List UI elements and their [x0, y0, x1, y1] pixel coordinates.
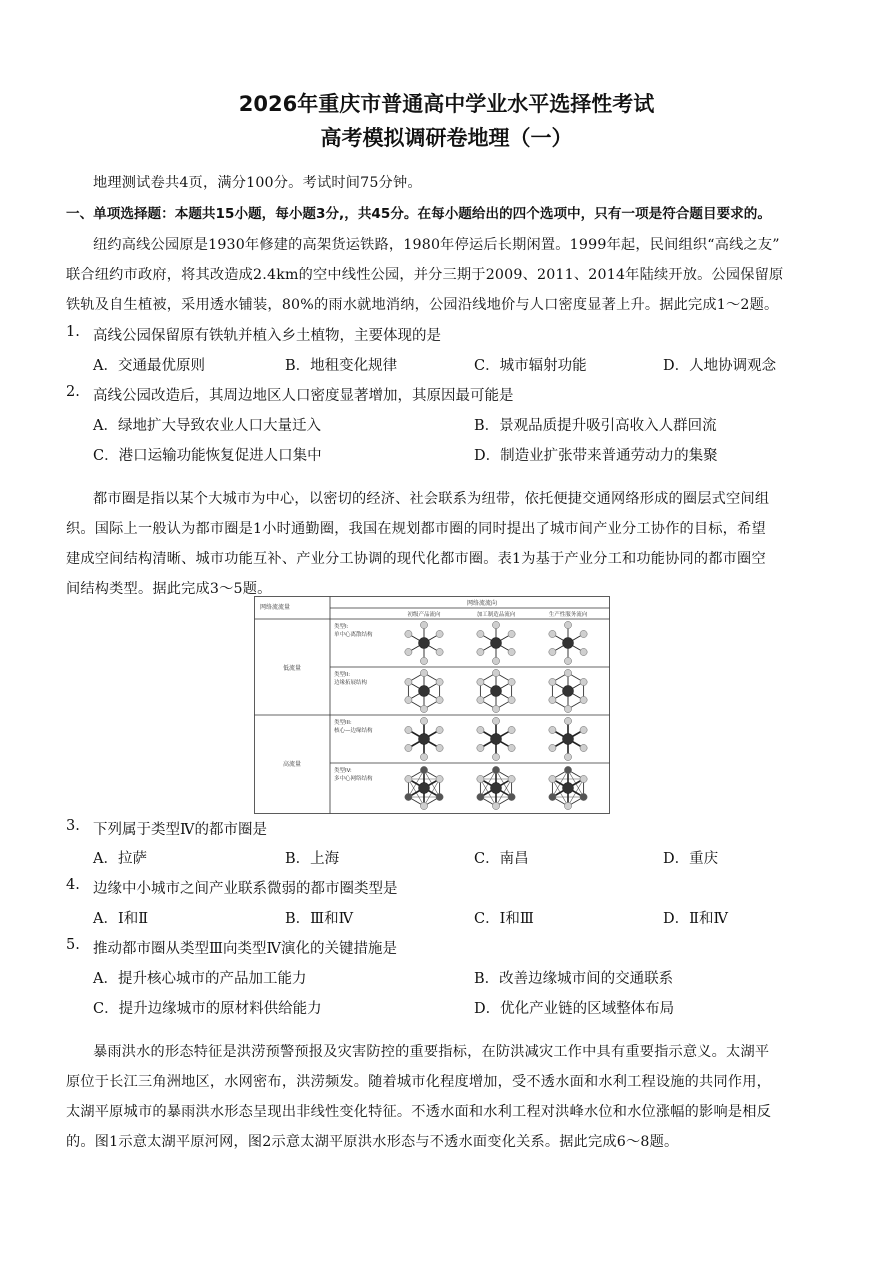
option-d: D．重庆 [663, 851, 719, 867]
core-city-node [491, 638, 502, 649]
edge-city-node [405, 744, 412, 751]
question-stem: 下列属于类型Ⅳ的都市圈是 [93, 822, 267, 838]
passage3-line: 太湖平原城市的暴雨洪水形态呈现出非线性变化特征。不透水面和水利工程对洪峰水位和水位涨幅的影响是相反 [66, 1104, 771, 1120]
edge-city-node [492, 669, 499, 676]
edge-city-node [492, 753, 499, 760]
edge-city-node [436, 744, 443, 751]
edge-city-node [420, 657, 427, 664]
group-header: 网络流流向 [466, 600, 498, 607]
edge-city-node [405, 678, 412, 685]
exam-title-line2: 高考模拟调研卷地理（一） [320, 126, 573, 150]
corner-label: 网络流流量 [260, 604, 291, 611]
option-d: D．人地协调观念 [663, 358, 777, 374]
option-c: C．提升边缘城市的原材料供给能力 [93, 1001, 322, 1017]
edge-city-node [477, 744, 484, 751]
exam-title-line1: 2026年重庆市普通高中学业水平选择性考试 [238, 92, 655, 116]
edge-city-node [508, 630, 515, 637]
type-name: 单中心离散结构 [334, 632, 373, 638]
edge-city-node [405, 726, 412, 733]
edge-city-node [564, 657, 571, 664]
row-group-label: 低流量 [282, 665, 302, 672]
edge-city-node [492, 717, 499, 724]
question-stem: 高线公园改造后，其周边地区人口密度显著增加，其原因最可能是 [93, 388, 514, 404]
question-number: 1. [66, 324, 80, 340]
core-city-node [563, 638, 574, 649]
question-number: 2. [66, 384, 80, 400]
edge-city-node [405, 793, 412, 800]
edge-city-node [508, 744, 515, 751]
type-name: 边缘拓展结构 [334, 680, 368, 686]
option-c: C．Ⅰ和Ⅲ [474, 911, 534, 927]
edge-city-node [508, 775, 515, 782]
option-b: B．Ⅲ和Ⅳ [285, 911, 354, 927]
option-a: A．提升核心城市的产品加工能力 [93, 971, 307, 987]
type-label: 类型I: [334, 624, 349, 630]
column-header: 加工制造品流向 [476, 612, 516, 618]
edge-city-node [508, 678, 515, 685]
edge-city-node [580, 630, 587, 637]
type-label: 类型II: [334, 672, 351, 678]
edge-city-node [492, 657, 499, 664]
edge-city-node [549, 726, 556, 733]
core-city-node [419, 734, 430, 745]
passage2-line: 间结构类型。据此完成3～5题。 [66, 581, 272, 597]
edge-city-node [549, 696, 556, 703]
edge-city-node [420, 753, 427, 760]
passage1-line: 铁轨及自生植被，采用透水铺装，80%的雨水就地消纳，公园沿线地价与人口密度显著上升。据此完成1～2题。 [66, 297, 779, 313]
edge-city-node [477, 630, 484, 637]
edge-city-node [420, 705, 427, 712]
question-number: 4. [66, 877, 80, 893]
option-a: A．交通最优原则 [93, 358, 205, 374]
core-city-node [563, 734, 574, 745]
edge-city-node [492, 802, 499, 809]
section1-heading: 一、单项选择题：本题共15小题，每小题3分,，共45分。在每小题给出的四个选项中，只有一项是符合题目要求的。 [66, 206, 771, 222]
core-city-node [491, 686, 502, 697]
edge-city-node [564, 621, 571, 628]
edge-city-node [580, 648, 587, 655]
edge-city-node [477, 678, 484, 685]
edge-city-node [549, 775, 556, 782]
edge-city-node [477, 775, 484, 782]
metro-structure-table [254, 596, 610, 814]
option-b: B．改善边缘城市间的交通联系 [474, 971, 674, 987]
edge-city-node [508, 696, 515, 703]
option-a: A．绿地扩大导致农业人口大量迁入 [93, 418, 321, 434]
option-a: A．拉萨 [93, 851, 147, 867]
edge-city-node [420, 717, 427, 724]
edge-city-node [477, 726, 484, 733]
edge-city-node [477, 648, 484, 655]
edge-city-node [564, 717, 571, 724]
edge-city-node [405, 775, 412, 782]
type-label: 类型IV: [334, 768, 352, 774]
question-stem: 推动都市圈从类型Ⅲ向类型Ⅳ演化的关键措施是 [93, 941, 397, 957]
exam-intro: 地理测试卷共4页，满分100分。考试时间75分钟。 [93, 175, 422, 191]
edge-city-node [477, 793, 484, 800]
edge-city-node [420, 802, 427, 809]
edge-city-node [580, 726, 587, 733]
option-d: D．制造业扩张带来普通劳动力的集聚 [474, 448, 718, 464]
edge-city-node [436, 726, 443, 733]
option-b: B．景观品质提升吸引高收入人群回流 [474, 418, 717, 434]
option-a: A．Ⅰ和Ⅱ [93, 911, 149, 927]
passage2-line: 建成空间结构清晰、城市功能互补、产业分工协调的现代化都市圈。表1为基于产业分工和功能协同的都市圈空 [66, 551, 766, 567]
passage1-line: 纽约高线公园原是1930年修建的高架货运铁路，1980年停运后长期闲置。1999年起，民间组织“高线之友” [93, 237, 780, 253]
type-name: 核心—边缘结构 [334, 728, 373, 734]
edge-city-node [564, 766, 571, 773]
edge-city-node [549, 648, 556, 655]
edge-city-node [508, 793, 515, 800]
edge-city-node [405, 696, 412, 703]
edge-city-node [549, 793, 556, 800]
passage3-line: 原位于长江三角洲地区，水网密布，洪涝频发。随着城市化程度增加，受不透水面和水利工程设施的共同作用， [66, 1074, 771, 1090]
edge-city-node [436, 775, 443, 782]
passage2-line: 织。国际上一般认为都市圈是1小时通勤圈，我国在规划都市圈的同时提出了城市间产业分工协作的目标，希望 [66, 521, 766, 537]
core-city-node [491, 734, 502, 745]
option-c: C．港口运输功能恢复促进人口集中 [93, 448, 322, 464]
type-name: 多中心网络结构 [334, 776, 373, 782]
edge-city-node [508, 648, 515, 655]
edge-city-node [436, 678, 443, 685]
edge-city-node [477, 696, 484, 703]
edge-city-node [549, 678, 556, 685]
edge-city-node [436, 648, 443, 655]
question-number: 3. [66, 818, 80, 834]
type-label: 类型III: [334, 720, 352, 726]
edge-city-node [549, 630, 556, 637]
passage3-line: 暴雨洪水的形态特征是洪涝预警预报及灾害防控的重要指标，在防洪减灾工作中具有重要指示意义。太湖平 [93, 1044, 770, 1060]
edge-city-node [580, 744, 587, 751]
edge-city-node [492, 705, 499, 712]
passage3-line: 的。图1示意太湖平原河网，图2示意太湖平原洪水形态与不透水面变化关系。据此完成6～8题。 [66, 1134, 679, 1150]
core-city-node [563, 686, 574, 697]
question-stem: 高线公园保留原有铁轨并植入乡土植物，主要体现的是 [93, 328, 441, 344]
edge-city-node [492, 766, 499, 773]
core-city-node [491, 783, 502, 794]
core-city-node [419, 783, 430, 794]
edge-city-node [580, 696, 587, 703]
edge-city-node [580, 793, 587, 800]
option-b: B．地租变化规律 [285, 358, 398, 374]
edge-city-node [405, 630, 412, 637]
edge-city-node [564, 753, 571, 760]
question-stem: 边缘中小城市之间产业联系微弱的都市圈类型是 [93, 881, 398, 897]
edge-city-node [580, 775, 587, 782]
edge-city-node [564, 802, 571, 809]
edge-city-node [436, 696, 443, 703]
edge-city-node [564, 705, 571, 712]
edge-city-node [508, 726, 515, 733]
edge-city-node [420, 766, 427, 773]
column-header: 生产性服务流向 [548, 612, 588, 618]
row-group-label: 高流量 [282, 761, 302, 768]
passage1-line: 联合纽约市政府，将其改造成2.4km的空中线性公园，并分三期于2009、2011、2014年陆续开放。公园保留原 [66, 267, 784, 283]
passage2-line: 都市圈是指以某个大城市为中心，以密切的经济、社会联系为纽带，依托便捷交通网络形成的圈层式空间组 [93, 491, 770, 507]
column-header: 初级产品流向 [407, 612, 441, 618]
edge-city-node [420, 669, 427, 676]
option-c: C．南昌 [474, 851, 529, 867]
core-city-node [419, 686, 430, 697]
edge-city-node [492, 621, 499, 628]
question-number: 5. [66, 937, 80, 953]
option-c: C．城市辐射功能 [474, 358, 587, 374]
edge-city-node [436, 793, 443, 800]
edge-city-node [549, 744, 556, 751]
core-city-node [419, 638, 430, 649]
edge-city-node [564, 669, 571, 676]
option-b: B．上海 [285, 851, 340, 867]
option-d: D．优化产业链的区域整体布局 [474, 1001, 675, 1017]
edge-city-node [405, 648, 412, 655]
core-city-node [563, 783, 574, 794]
edge-city-node [436, 630, 443, 637]
option-d: D．Ⅱ和Ⅳ [663, 911, 728, 927]
edge-city-node [580, 678, 587, 685]
edge-city-node [420, 621, 427, 628]
